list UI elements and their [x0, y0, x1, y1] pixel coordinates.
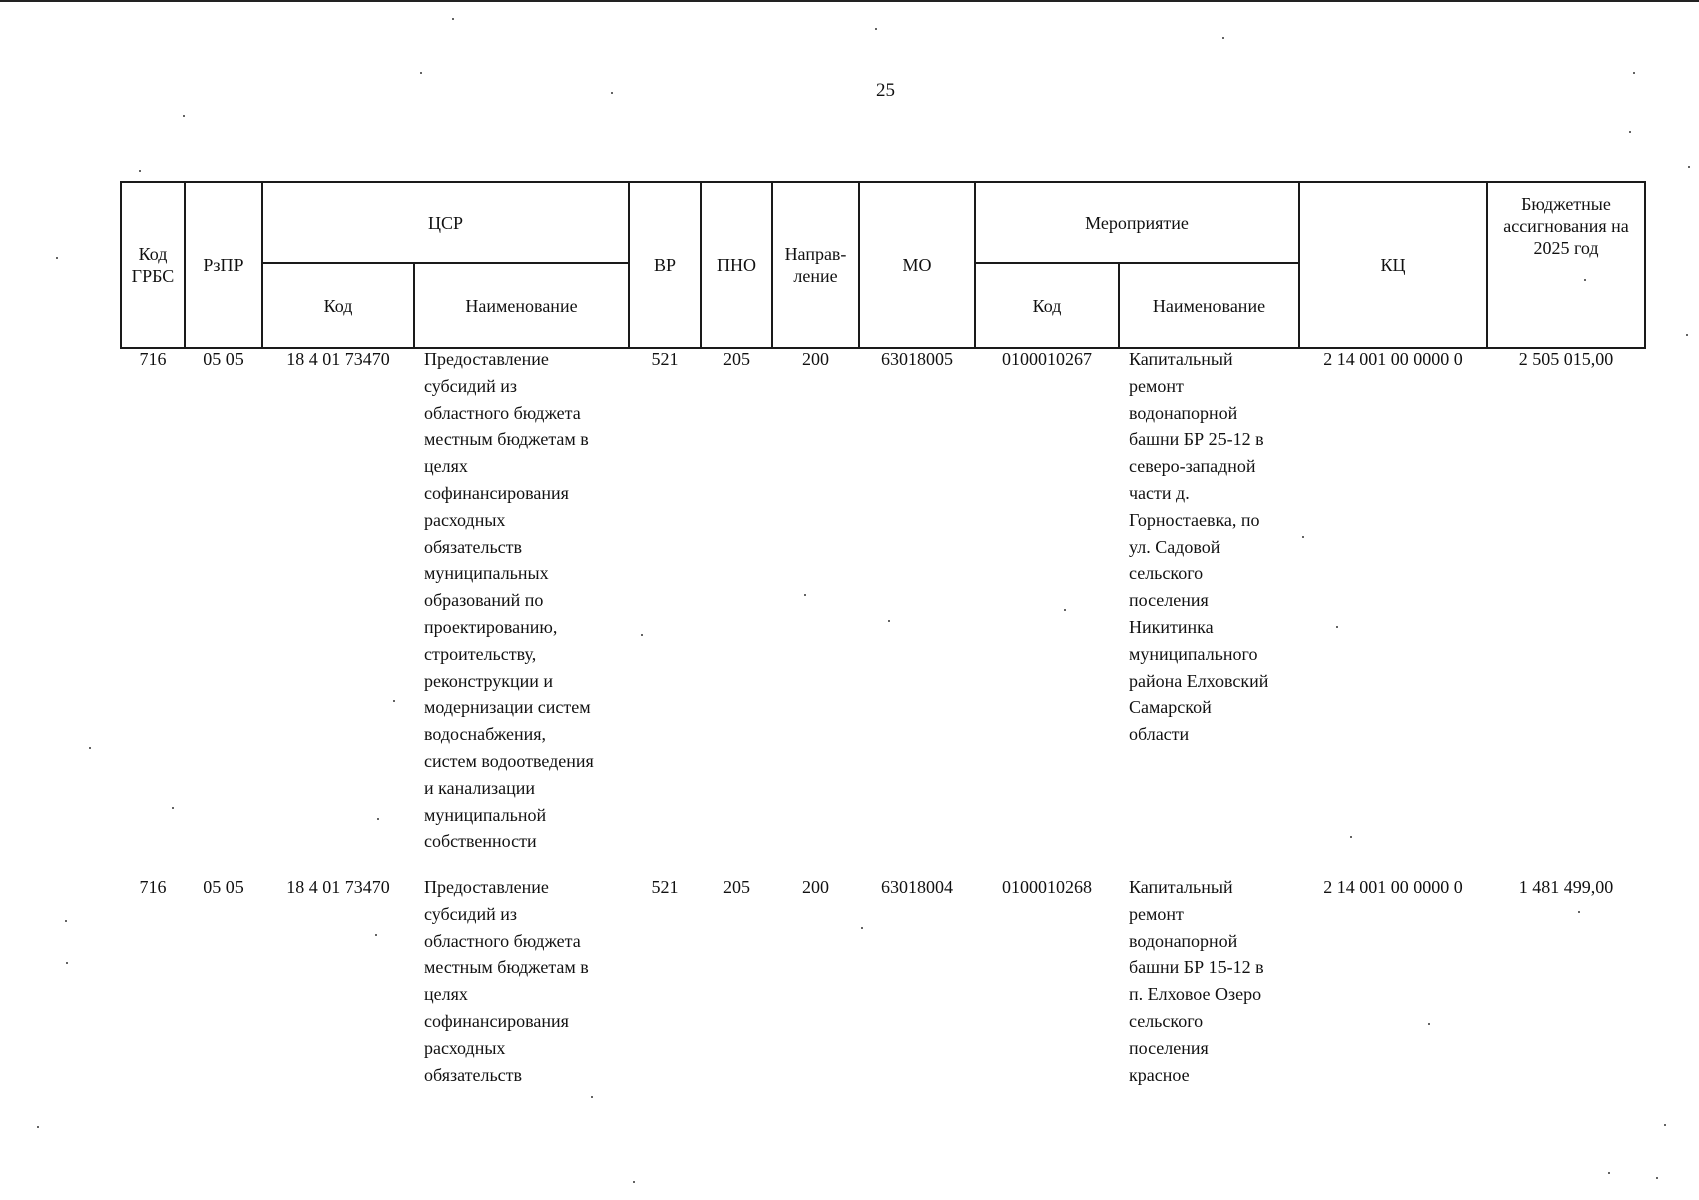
header-rzpr: РзПР	[203, 255, 244, 275]
cell-mer-name: Капитальный ремонт водонапорной башни БР 25-12 в северо-западной части д. Горностаевка, по ул. Садовой сельского поселения Никитинка муниципального района Елховский Самарской области	[1129, 349, 1269, 745]
header-budget: Бюджетные ассигнования на 2025 год	[1503, 194, 1629, 258]
header-mer-name: Наименование	[1152, 295, 1266, 316]
cell-vr: 521	[651, 349, 679, 369]
header-mer-kod: Код	[1032, 295, 1062, 316]
header-napravlenie: Направ- ление	[784, 244, 847, 286]
table-header-grid	[120, 181, 1646, 349]
cell-mer-name: Капитальный ремонт водонапорной башни БР 15-12 в п. Елховое Озеро сельского поселения красное	[1129, 877, 1264, 1085]
header-kod-grbs: Код ГРБС	[131, 244, 175, 286]
header-vr: ВР	[653, 255, 677, 275]
cell-rzpr: 05 05	[203, 349, 244, 369]
cell-grbs: 716	[139, 349, 167, 369]
cell-mer-code: 0100010267	[1002, 349, 1092, 369]
cell-pno: 205	[723, 877, 750, 897]
cell-kc: 2 14 001 00 0000 0	[1323, 349, 1463, 369]
header-csr-name: Наименование	[465, 295, 578, 316]
cell-pno: 205	[723, 349, 750, 369]
cell-amount: 2 505 015,00	[1518, 349, 1614, 369]
cell-csr-code: 18 4 01 73470	[286, 877, 390, 897]
header-meropriyatie: Мероприятие	[1085, 212, 1189, 233]
cell-vr: 521	[651, 877, 679, 897]
cell-mo: 63018005	[881, 349, 953, 369]
cell-napr: 200	[802, 349, 829, 369]
cell-napr: 200	[802, 877, 829, 897]
page-number: 25	[876, 80, 895, 101]
cell-mer-code: 0100010268	[1002, 877, 1092, 897]
top-border	[0, 0, 1699, 2]
header-kc: КЦ	[1380, 255, 1406, 275]
cell-csr-name: Предоставление субсидий из областного бюджета местным бюджетам в целях софинансирования расходных обязательств муниципальных образований по проектированию, строительству, реконструкции и модернизации систем водоснабжения, систем водоотведения и канализации муниципальной собственности	[424, 349, 594, 852]
cell-grbs: 716	[139, 877, 167, 897]
cell-csr-code: 18 4 01 73470	[286, 349, 390, 369]
cell-mo: 63018004	[881, 877, 953, 897]
cell-csr-name: Предоставление субсидий из областного бюджета местным бюджетам в целях софинансирования расходных обязательств	[424, 877, 589, 1085]
cell-rzpr: 05 05	[203, 877, 244, 897]
header-csr: ЦСР	[427, 212, 463, 233]
header-pno: ПНО	[717, 255, 756, 275]
header-csr-kod: Код	[323, 295, 353, 316]
cell-amount: 1 481 499,00	[1518, 877, 1614, 897]
cell-kc: 2 14 001 00 0000 0	[1323, 877, 1463, 897]
header-mo: МО	[902, 255, 932, 275]
